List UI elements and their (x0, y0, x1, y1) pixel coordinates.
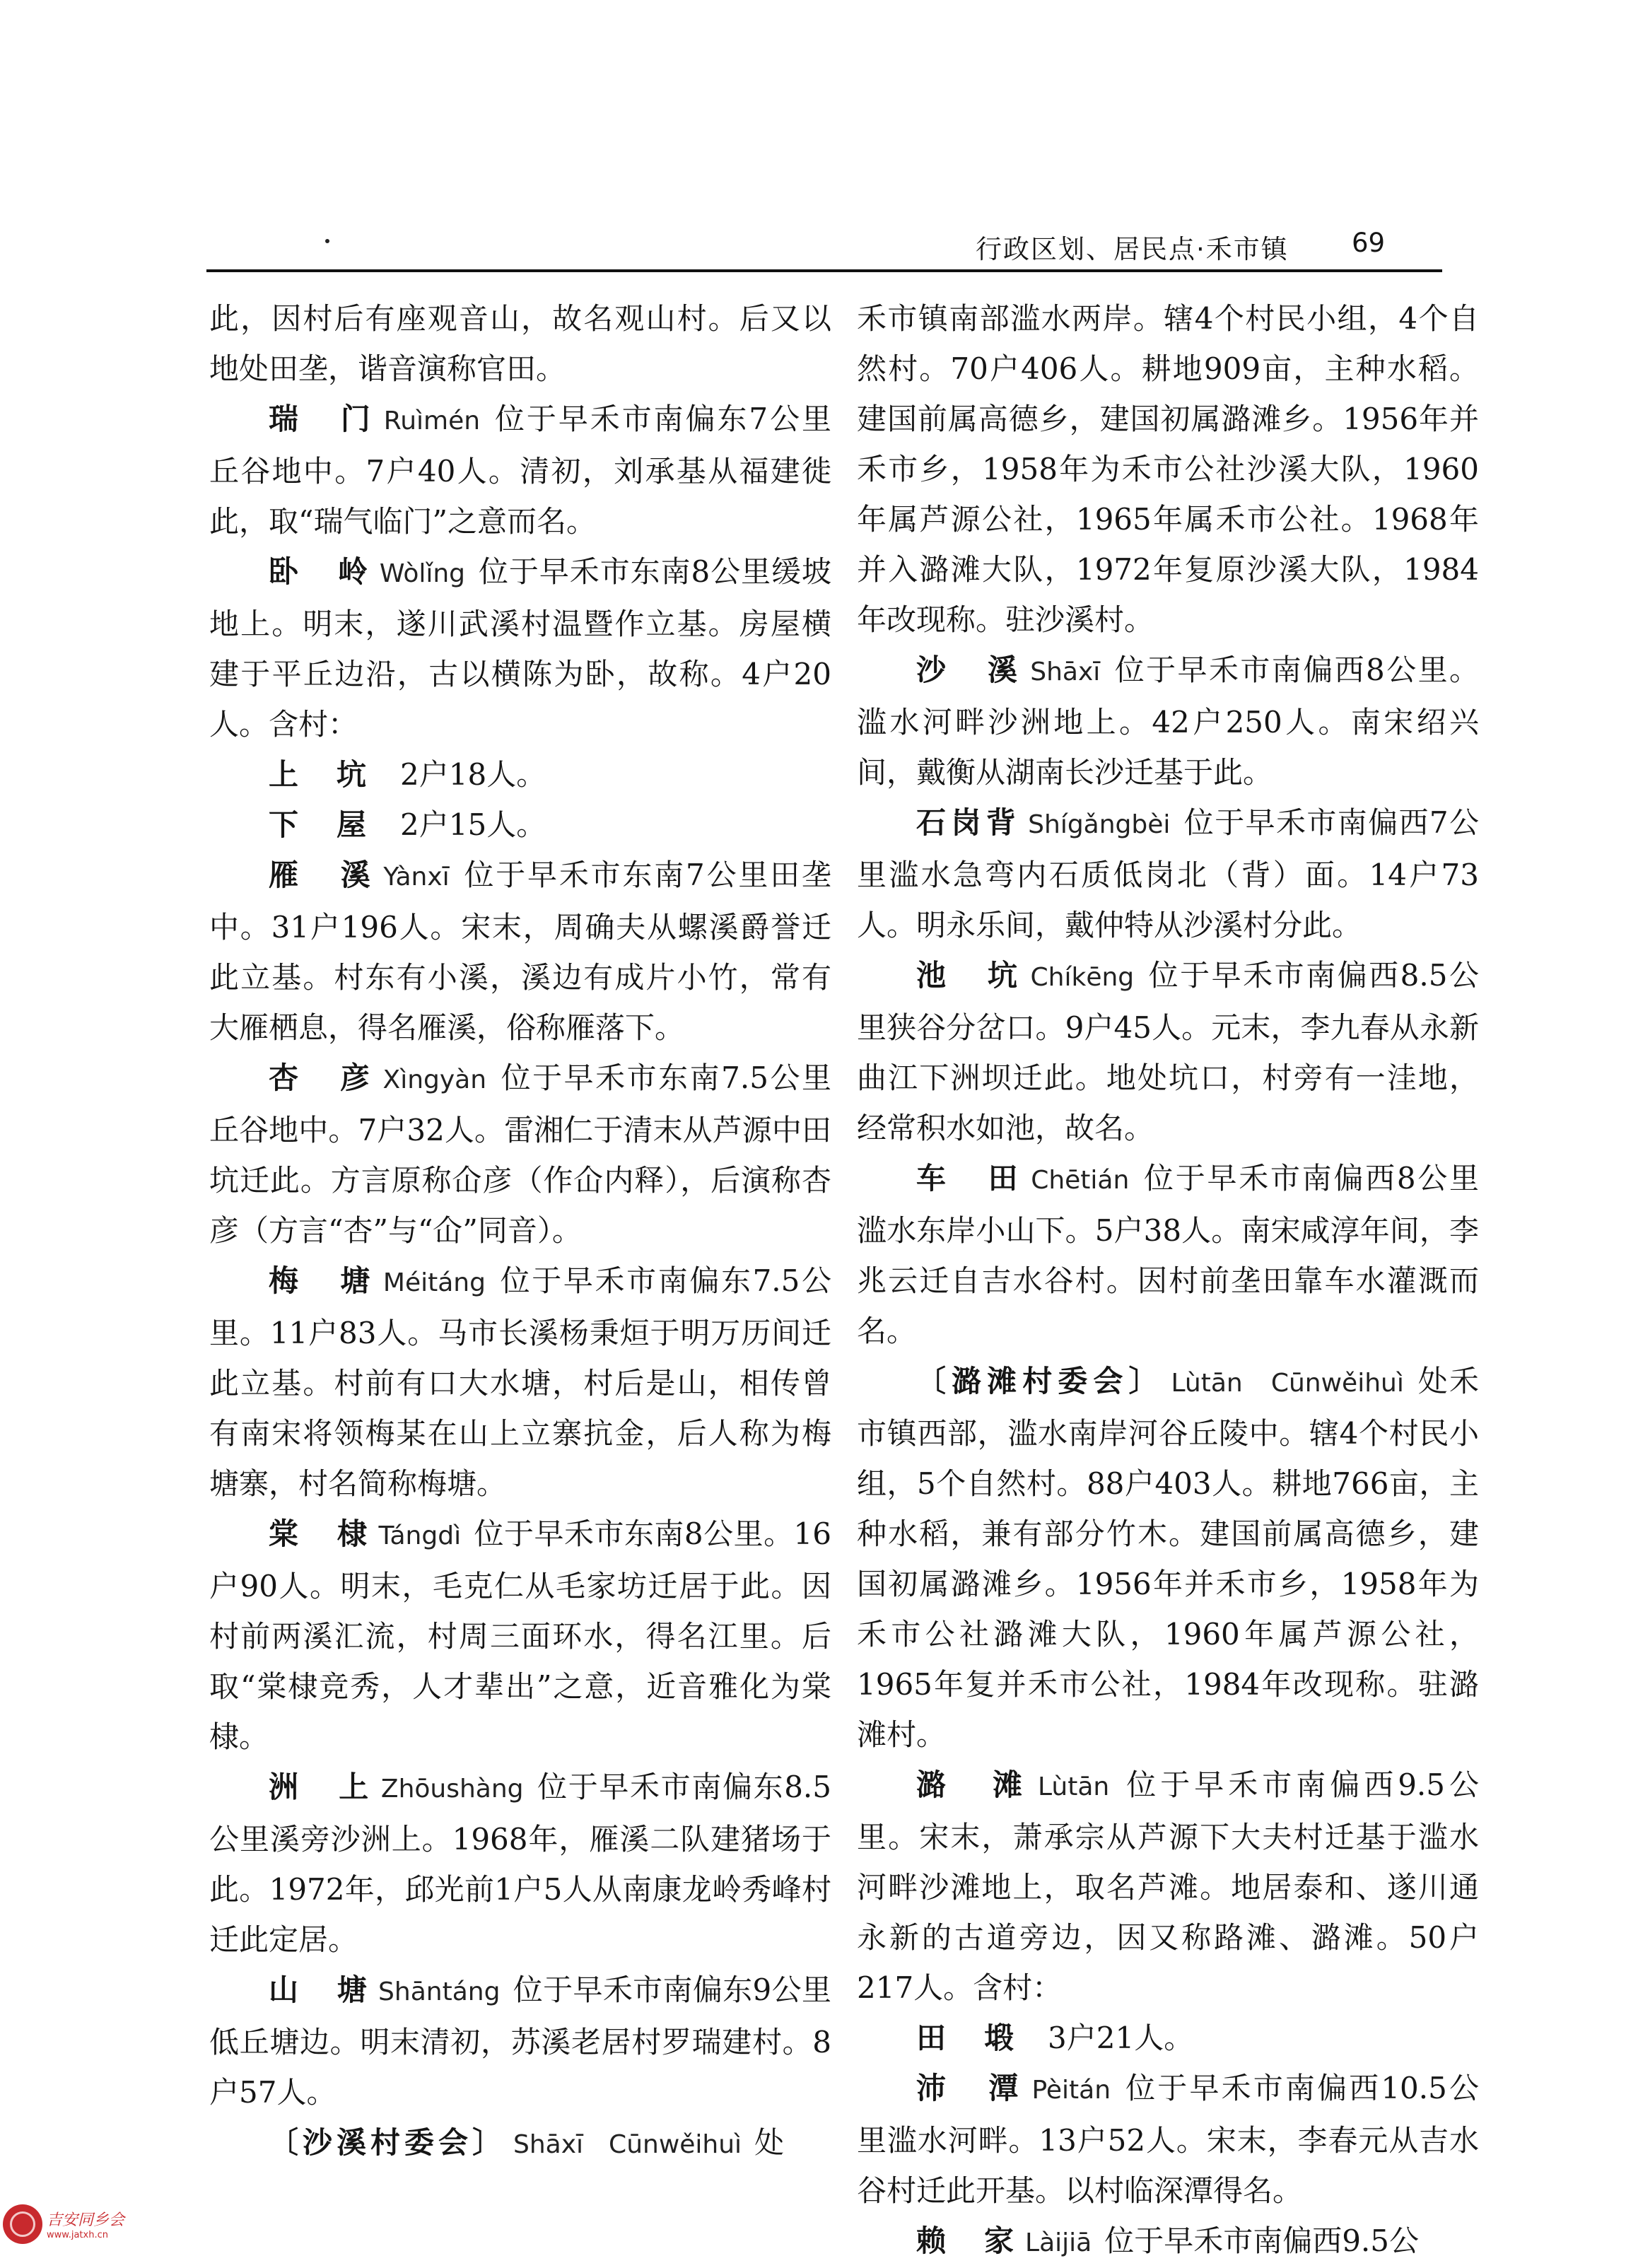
gazetteer-entry (857, 645, 1479, 797)
entry-pinyin: Shāxī Cūnwěihuì (513, 2130, 742, 2159)
gazetteer-entry (209, 749, 831, 800)
entry-name: 〔潞滩村委会〕 (916, 1364, 1164, 1398)
entry-text: 3户21人。 (1048, 2021, 1194, 2055)
header-rule (206, 269, 1442, 272)
entry-name: 卧 岭 (269, 554, 373, 589)
entry-pinyin: Chíkēng (1030, 963, 1135, 992)
entry-text: 位于早禾市南偏东9公里低丘塘边。明末清初，苏溪老居村罗瑞建村。8户57人。 (209, 1972, 831, 2110)
entry-text: 位于早禾市南偏西10.5公里滥水河畔。13户52人。宋末，李春元从吉水谷村迁此开基。以村临深潭得名。 (857, 2071, 1479, 2208)
entry-text: 位于早禾市南偏西9.5公 (1104, 2223, 1419, 2258)
entry-pinyin: Yànxī (383, 863, 450, 892)
entry-pinyin: Lùtān (1038, 1772, 1110, 1801)
entry-pinyin: Shāntáng (378, 1977, 501, 2006)
gazetteer-entry (857, 797, 1479, 950)
entry-name: 沛 潭 (916, 2071, 1025, 2105)
entry-name: 赖 家 (916, 2223, 1019, 2258)
gazetteer-entry (857, 2013, 1479, 2063)
entry-pinyin: Shāxī (1030, 657, 1101, 686)
site-watermark (3, 2202, 167, 2247)
entry-pinyin: Tángdì (378, 1521, 462, 1550)
entry-name: 潞 滩 (916, 1767, 1031, 1802)
entry-text: 处 (754, 2125, 785, 2160)
entry-pinyin: Xìngyàn (382, 1065, 487, 1094)
running-header-title: 行政区划、居民点·禾市镇 (976, 234, 1289, 264)
entry-text: 位于早禾市南偏西9.5公里。宋末，萧承宗从芦源下大夫村迁基于滥水河畔沙滩地上，取名芦滩。地居泰和、遂川通永新的古道旁边，因又称路滩、潞滩。50户217人。含村： (857, 1767, 1479, 2005)
entry-text: 此，因村后有座观音山，故名观山村。后又以地处田垄，谐音演称官田。 (209, 301, 831, 386)
entry-text: 禾市镇南部滥水两岸。辖4个村民小组，4个自然村。70户406人。耕地909亩，主种水稻。建国前属高德乡，建国初属潞滩乡。1956年并禾市乡，1958年为禾市公社沙溪大队，1960年属芦源公社，1965年属禾市公社。1968年并入潞滩大队，1972年复原沙溪大队，1984年改现称。驻沙溪村。 (857, 301, 1479, 637)
entry-name: 下 屋 (269, 807, 371, 842)
gazetteer-entry (209, 2117, 831, 2170)
entry-name: 雁 溪 (269, 858, 377, 892)
entry-name: 田 塅 (916, 2021, 1019, 2055)
gazetteer-entry (857, 1153, 1479, 1356)
entry-name: 池 坑 (916, 958, 1024, 993)
entry-text: 位于早禾市南偏西8.5公里狭谷分岔口。9户45人。元末，李九春从永新曲江下洲坝迁此。地处坑口，村旁有一洼地，经常积水如池，故名。 (857, 958, 1479, 1145)
gazetteer-entry (209, 850, 831, 1053)
seal-logo-icon (3, 2204, 42, 2244)
gazetteer-entry (209, 800, 831, 850)
entry-name: 上 坑 (269, 757, 371, 792)
entry-pinyin: Wòlǐng (379, 559, 466, 588)
entry-text: 位于早禾市南偏东7公里丘谷地中。7户40人。清初，刘承基从福建徙此，取“瑞气临门”之意而名。 (209, 402, 831, 539)
entry-text: 位于早禾市东南7公里田垄中。31户196人。宋末，周确夫从螺溪爵誉迁此立基。村东有小溪，溪边有成片小竹，常有大雁栖息，得名雁溪，俗称雁落下。 (209, 858, 831, 1045)
gazetteer-entry (857, 2063, 1479, 2216)
entry-pinyin: Chētián (1031, 1166, 1130, 1195)
right-column (857, 293, 1479, 2268)
entry-text: 位于早禾市南偏东7.5公里。11户83人。马市长溪杨秉烜于明万历间迁此立基。村前有口大水塘，村后是山，相传曾有南宋将领梅某在山上立寨抗金，后人称为梅塘寨，村名简称梅塘。 (209, 1263, 831, 1501)
entry-name: 棠 棣 (269, 1516, 372, 1551)
entry-text: 位于早禾市南偏西8公里滥水东岸小山下。5户38人。南宋咸淳年间，李兆云迁自吉水谷村。因村前垄田靠车水灌溉而名。 (857, 1161, 1479, 1348)
gazetteer-entry (209, 1053, 831, 1256)
entry-name: 山 塘 (269, 1972, 372, 2007)
entry-text: 位于早禾市南偏东8.5公里溪旁沙洲上。1968年，雁溪二队建猪场于此。1972年，邱光前1户5人从南康龙岭秀峰村迁此定居。 (209, 1770, 831, 1957)
entry-text: 位于早禾市东南7.5公里丘谷地中。7户32人。雷湘仁于清末从芦源中田坑迁此。方言原称仚彦（作仚内释），后演称杏彦（方言“杏”与“仚”同音）。 (209, 1060, 831, 1248)
gazetteer-entry (857, 950, 1479, 1153)
page-number: 69 (1352, 228, 1386, 258)
entry-name: 杏 彦 (269, 1060, 376, 1095)
scan-speck (325, 239, 329, 243)
entry-pinyin: Méitáng (382, 1268, 486, 1297)
gazetteer-entry (857, 1356, 1479, 1760)
gazetteer-entry (209, 1762, 831, 1965)
entry-pinyin: Zhōushàng (380, 1775, 524, 1804)
entry-name: 洲 上 (269, 1770, 374, 1804)
entry-name: 〔沙溪村委会〕 (269, 2125, 507, 2160)
watermark-name: 吉安同乡会 (47, 2211, 125, 2229)
gazetteer-entry (857, 1760, 1479, 2013)
entry-text: 2户15人。 (400, 807, 546, 842)
gazetteer-entry (857, 2216, 1479, 2268)
gazetteer-entry (209, 394, 831, 546)
gazetteer-entry (209, 1509, 831, 1762)
gazetteer-entry (209, 1256, 831, 1509)
entry-name: 车 田 (916, 1161, 1024, 1196)
entry-pinyin: Ruìmén (383, 407, 481, 436)
entry-text: 位于早禾市东南8公里缓坡地上。明末，遂川武溪村温暨作立基。房屋横建于平丘边沿，古以横陈为卧，故称。4户20人。含村： (209, 554, 831, 742)
left-column (209, 293, 831, 2170)
entry-pinyin: Lùtān Cūnwěihuì (1171, 1369, 1404, 1398)
entry-name: 瑞 门 (269, 402, 377, 436)
gazetteer-entry (209, 546, 831, 749)
entry-pinyin: Shígǎngbèi (1028, 810, 1171, 839)
gazetteer-entry (209, 1965, 831, 2117)
entry-text: 位于早禾市南偏西7公里滥水急弯内石质低岗北（背）面。14户73人。明永乐间，戴仲特从沙溪村分此。 (857, 805, 1479, 942)
entry-name: 石岗背 (916, 805, 1022, 840)
entry-text: 位于早禾市南偏西8公里。滥水河畔沙洲地上。42户250人。南宋绍兴间，戴衡从湖南长沙迁基于此。 (857, 653, 1479, 790)
entry-text: 位于早禾市东南8公里。16户90人。明末，毛克仁从毛家坊迁居于此。因村前两溪汇流，村周三面环水，得名江里。后取“棠棣竞秀，人才辈出”之意，近音雅化为棠棣。 (209, 1516, 831, 1754)
entry-text: 处禾市镇西部，滥水南岸河谷丘陵中。辖4个村民小组，5个自然村。88户403人。耕地766亩，主种水稻，兼有部分竹木。建国前属高德乡，建国初属潞滩乡。1956年并禾市乡，1958年为禾市公社潞滩大队，1960年属芦源公社，1965年复并禾市公社，1984年改现称。驻潞滩村。 (857, 1364, 1479, 1752)
entry-pinyin: Làijiā (1025, 2228, 1092, 2257)
entry-name: 沙 溪 (916, 653, 1024, 687)
watermark-url: www.jatxh.cn (47, 2230, 108, 2240)
entry-text: 2户18人。 (400, 757, 546, 792)
continued-paragraph (857, 293, 1479, 645)
entry-name: 梅 塘 (269, 1263, 376, 1298)
entry-pinyin: Pèitán (1031, 2076, 1111, 2105)
continued-paragraph (209, 293, 831, 394)
